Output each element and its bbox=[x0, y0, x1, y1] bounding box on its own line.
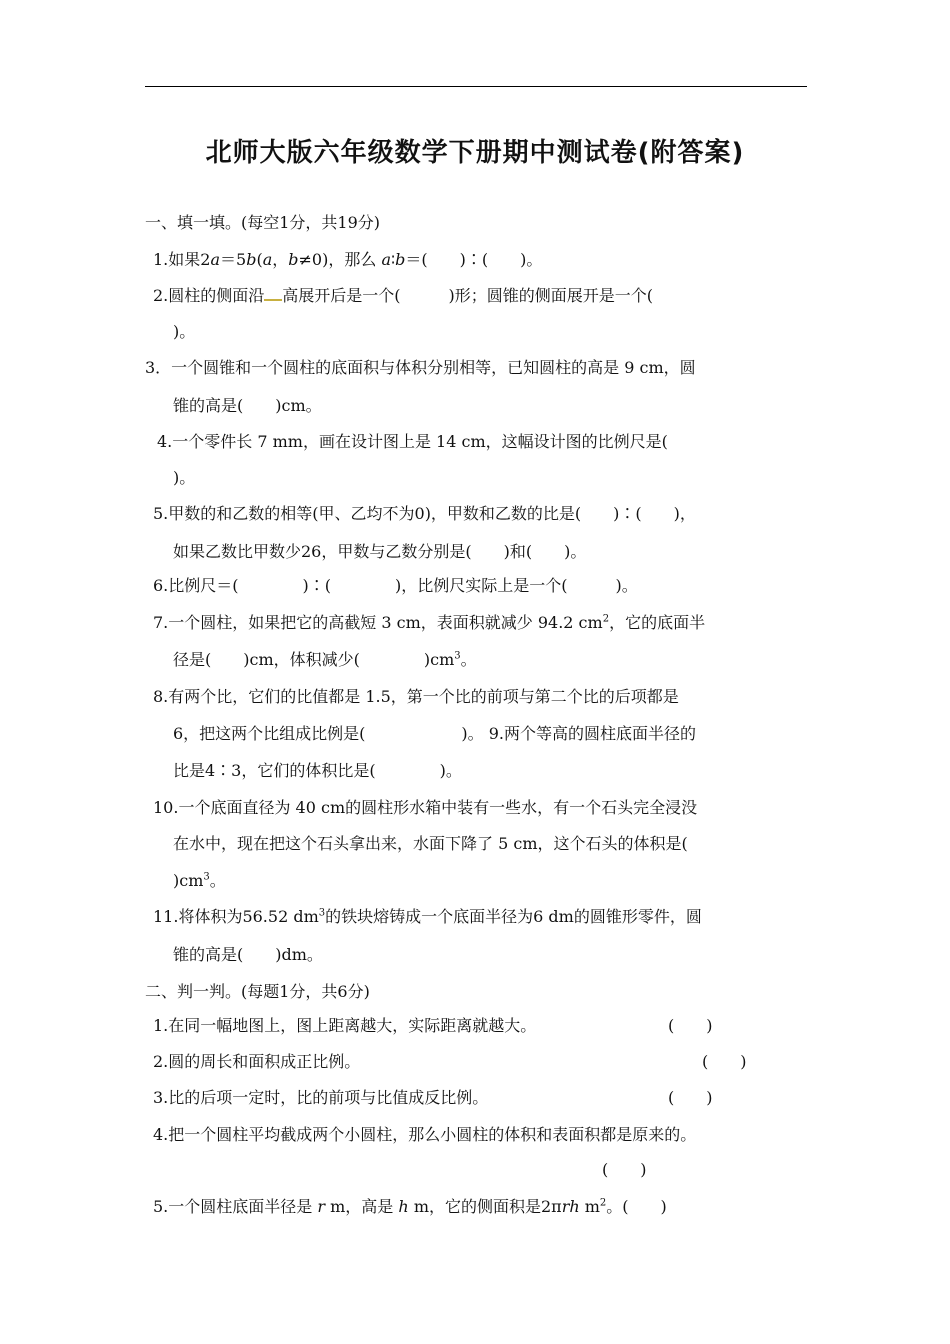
judge-question-3: 3.比的后项一定时，比的前项与比值成反比例。 bbox=[153, 1088, 489, 1107]
question-8-line1: 8.有两个比，它们的比值都是 1.5，第一个比的前项与第二个比的后项都是 bbox=[153, 687, 679, 706]
question-10-line2: 在水中，现在把这个石头拿出来，水面下降了 5 cm，这个石头的体积是( bbox=[173, 834, 688, 853]
judge-answer-2: ( ) bbox=[702, 1052, 747, 1071]
question-7-line2: 径是( )cm，体积减少( )$cm^3$。 bbox=[173, 650, 477, 669]
judge-question-4: 4.把一个圆柱平均截成两个小圆柱，那么小圆柱的体积和表面积都是原来的。 bbox=[153, 1125, 697, 1144]
question-10-line1: 10.一个底面直径为 40 cm的圆柱形水箱中装有一些水，有一个石头完全浸没 bbox=[153, 798, 698, 817]
judge-question-1: 1.在同一幅地图上，图上距离越大，实际距离就越大。 bbox=[153, 1016, 537, 1035]
judge-answer-1: ( ) bbox=[668, 1016, 713, 1035]
question-5-line2: 如果乙数比甲数少26，甲数与乙数分别是( )和( )。 bbox=[173, 542, 587, 561]
question-8-line2: 6，把这两个比组成比例是( )。 9.两个等高的圆柱底面半径的 bbox=[173, 724, 697, 743]
question-10-line3: )$cm^3$。 bbox=[173, 871, 226, 890]
question-3-line1: 3．一个圆锥和一个圆柱的底面积与体积分别相等，已知圆柱的高是 9 cm，圆 bbox=[145, 358, 696, 377]
question-11-line1: 11.将体积为56.52 $dm^3$的铁块熔铸成一个底面半径为6 dm的圆锥形零件，圆 bbox=[153, 907, 702, 926]
question-6: 6.比例尺＝( )∶( )，比例尺实际上是一个( )。 bbox=[153, 576, 638, 595]
question-2-cont: )。 bbox=[173, 322, 196, 341]
question-7-line1: 7.一个圆柱，如果把它的高截短 3 cm，表面积就减少 94.2 $cm^2$，它的底面半 bbox=[153, 613, 706, 632]
question-9-line: 比是4∶3，它们的体积比是( )。 bbox=[173, 761, 462, 780]
judge-answer-4: ( ) bbox=[602, 1160, 647, 1179]
question-4-line2: )。 bbox=[173, 468, 196, 487]
question-2: 2.圆柱的侧面沿 高展开后是一个( )形；圆锥的侧面展开是一个( bbox=[153, 286, 654, 305]
question-3-line2: 锥的高是( )cm。 bbox=[173, 396, 322, 415]
section-fill-heading: 一、填一填。(每空1分，共19分) bbox=[145, 213, 381, 232]
blank-underline bbox=[264, 299, 282, 301]
page-title: 北师大版六年级数学下册期中测试卷(附答案) bbox=[205, 138, 745, 168]
question-4-line1: 4.一个零件长 7 mm，画在设计图上是 14 cm，这幅设计图的比例尺是( bbox=[157, 432, 668, 451]
section-judge-heading: 二、判一判。(每题1分，共6分) bbox=[145, 982, 370, 1001]
question-11-line2: 锥的高是( )dm。 bbox=[173, 945, 323, 964]
judge-answer-3: ( ) bbox=[668, 1088, 713, 1107]
header-rule bbox=[145, 86, 807, 87]
judge-question-5: 5.一个圆柱底面半径是 r m，高是 h m，它的侧面积是2πrh $m^2$。( ) bbox=[153, 1197, 667, 1216]
question-5-line1: 5.甲数的和乙数的相等(甲、乙均不为0)，甲数和乙数的比是( )∶( )， bbox=[153, 504, 696, 523]
question-1: 1.如果2a＝5b(a，b≠0)，那么 a∶b＝( )∶( )。 bbox=[153, 250, 543, 269]
judge-question-2: 2.圆的周长和面积成正比例。 bbox=[153, 1052, 361, 1071]
